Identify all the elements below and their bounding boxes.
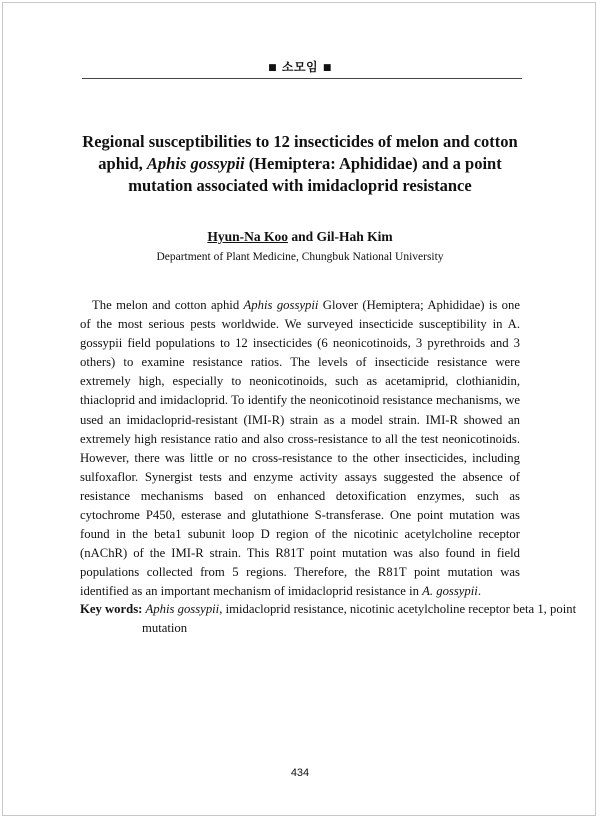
title-line-1: Regional susceptibilities to 12 insecticides of melon and cotton <box>82 132 518 151</box>
author-presenting: Hyun-Na Koo <box>207 229 288 244</box>
square-marker-icon: ■ <box>322 63 332 73</box>
paper-title <box>60 131 540 197</box>
abstract-species-end: A. gossypii <box>422 584 478 599</box>
keywords-species: Aphis gossypii <box>145 602 220 616</box>
section-label: 소모임 <box>281 60 319 74</box>
author-list: Hyun-Na Koo and Gil-Hah Kim <box>207 229 393 244</box>
page-number: 434 <box>290 767 310 779</box>
keywords-list: , imidacloprid resistance, nicotinic acetylcholine receptor beta 1, point mutation <box>142 602 577 635</box>
title-species: Aphis gossypii <box>146 154 245 173</box>
abstract-species: Aphis gossypii <box>243 298 319 312</box>
title-line-2: aphid, Aphis gossypii (Hemiptera: Aphididae) and a point <box>98 154 502 173</box>
author-second: Gil-Hah Kim <box>316 229 393 244</box>
keywords <box>80 600 582 638</box>
affiliation: Department of Plant Medicine, Chungbuk National University <box>156 251 444 263</box>
abstract-body: The melon and cotton aphid Aphis gossypii Glover (Hemiptera; Aphididae) is one of the most serious pests worldwide. We surveyed insecticide susceptibility in A. gossypii field populations to 12 insecticides (6 neonicotinoids, 3 pyrethroids and 3 others) to examine resistance ratios. The levels of insecticide resistance were extremely high, especially to neonicotinoids, such as acetamiprid, clothianidin, thiacloprid and imidacloprid. To identify the neonicotinoid resistance mechanisms, we used an imidacloprid-resistant (IMI-R) strain as a model strain. IMI-R showed an extremely high resistance ratio and also cross-resistance to all the test neonicotinoids. However, there was little or no cross-resistance to the other insecticides, including sulfoxaflor. Synergist tests and enzyme activity assays suggested the absence of resistance mechanisms based on enhanced detoxification enzymes, such as cytochrome P450, esterase and glutathione S-transferase. One point mutation was found in the beta1 subunit loop D region of the nicotinic acetylcholine receptor (nAChR) of the IMI-R strain. This R81T point mutation was also found in field populations collected from 5 regions. Therefore, the R81T point mutation was identified as an important mechanism of imidacloprid resistance in A. gossypii. <box>80 298 520 599</box>
section-header <box>0 58 600 75</box>
keywords-label: Key words: <box>80 602 143 616</box>
title-line-3: mutation associated with imidacloprid resistance <box>128 176 472 195</box>
square-marker-icon: ■ <box>268 63 278 73</box>
header-divider <box>82 78 522 79</box>
